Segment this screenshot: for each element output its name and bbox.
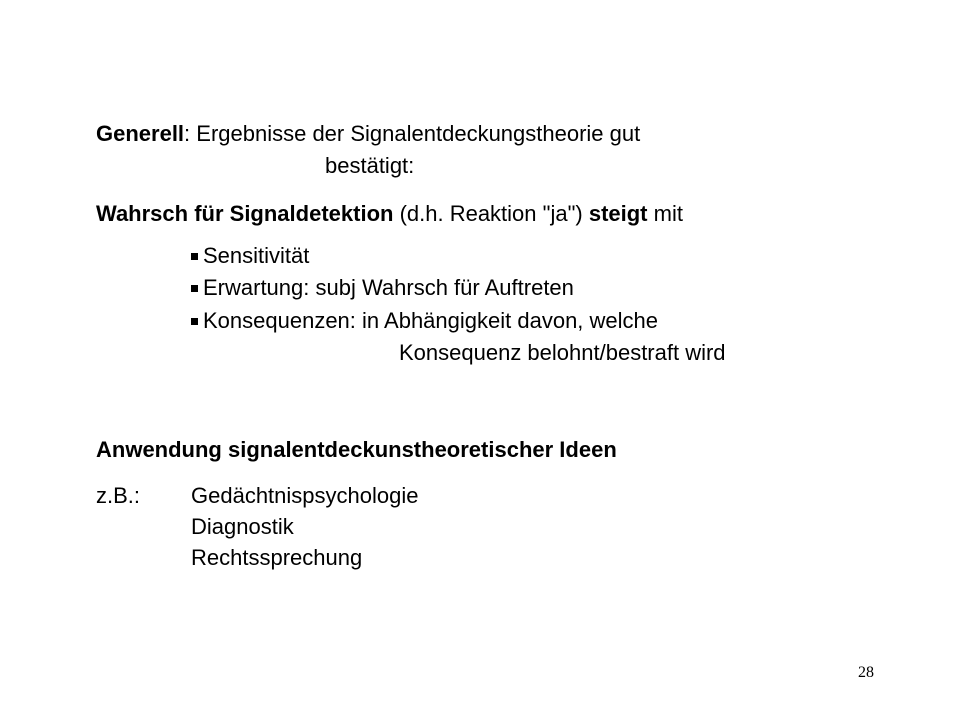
bullet-text: Erwartung: subj Wahrsch für Auftreten xyxy=(203,275,574,300)
anwendung-item: Diagnostik xyxy=(191,514,294,539)
bullet-continuation: Konsequenz belohnt/bestraft wird xyxy=(399,340,726,365)
bullet-item xyxy=(191,243,309,269)
wahrsch-normal-2: mit xyxy=(647,201,683,226)
anwendung-heading: Anwendung signalentdeckunstheoretischer Ideen xyxy=(96,437,617,462)
bullet-item xyxy=(191,275,574,301)
square-bullet-icon xyxy=(191,318,198,325)
generell-continuation: bestätigt: xyxy=(325,153,415,178)
wahrsch-bold-1: Wahrsch für Signaldetektion xyxy=(96,201,394,226)
square-bullet-icon xyxy=(191,253,198,260)
generell-label: Generell xyxy=(96,121,185,146)
square-bullet-icon xyxy=(191,285,198,292)
generell-line xyxy=(96,121,640,147)
zb-prefix: z.B.: xyxy=(96,483,141,508)
wahrsch-line xyxy=(96,201,683,227)
bullet-text: Konsequenzen: in Abhängigkeit davon, welche xyxy=(203,308,659,333)
bullet-text: Sensitivität xyxy=(203,243,310,268)
wahrsch-bold-2: steigt xyxy=(588,201,648,226)
page-number: 28 xyxy=(858,664,874,681)
anwendung-item: Rechtssprechung xyxy=(191,545,363,570)
wahrsch-normal-1: (d.h. Reaktion "ja") xyxy=(393,201,589,226)
bullet-item xyxy=(191,308,658,334)
generell-text: : Ergebnisse der Signalentdeckungstheorie gut xyxy=(184,121,641,146)
anwendung-item: Gedächtnispsychologie xyxy=(191,483,419,508)
